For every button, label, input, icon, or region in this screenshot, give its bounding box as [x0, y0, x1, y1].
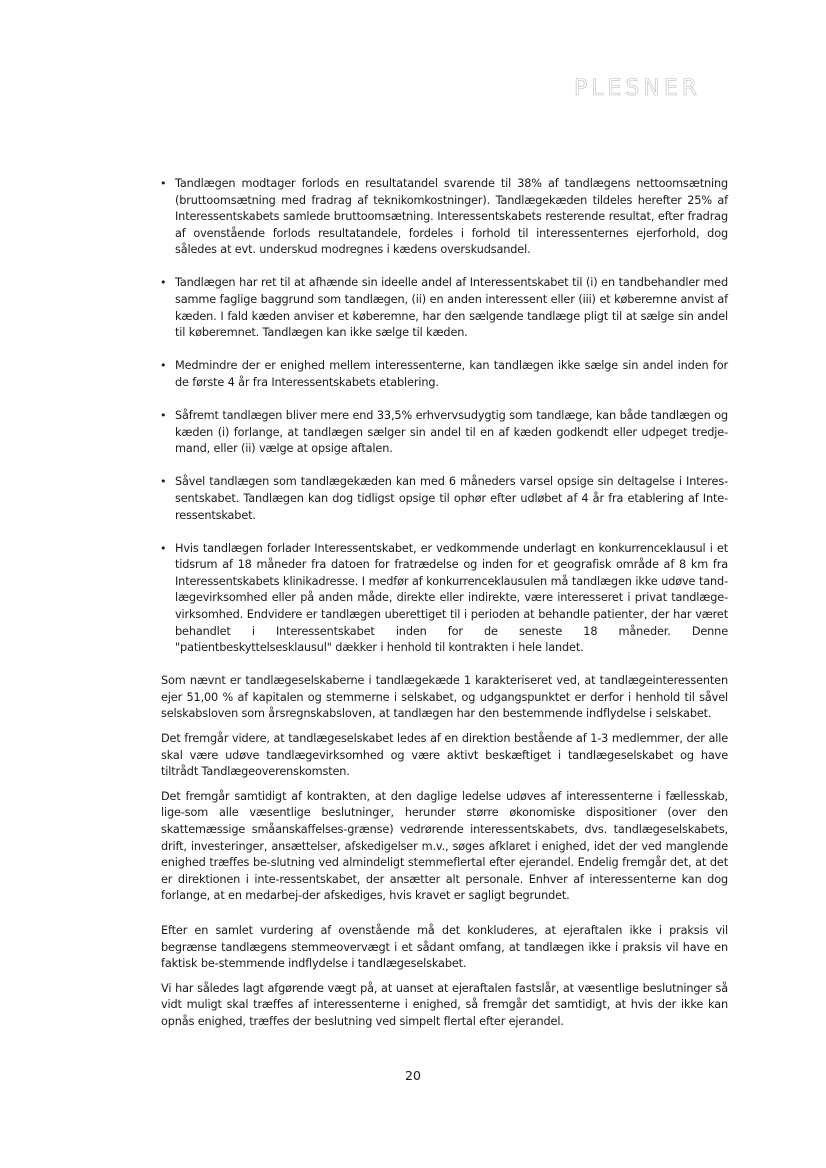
- list-item: [160, 358, 728, 391]
- list-item-text: Hvis tandlægen forlader Interessentskabet, er vedkommende underlagt en konkurrenceklausul i et tidsrum af 18 måneder fra datoen for fratrædelse og inden for et geografisk område af 8 km fra Interessentskabets klinikadresse. I medfør af konkurrenceklausulen må tandlægen ikke udøve tand-lægevirksomhed eller på anden måde, direkte eller indirekte, være interesseret i privat tandlæge-virksomhed. Endvidere er tandlægen uberettiget til i perioden at behandle patienter, der har været behandlet i Interessentskabet inden for de seneste 18 måneder. Denne "patientbeskyttelsesklausul" dækker i henhold til kontrakten i hele landet.: [175, 541, 728, 655]
- list-item-text: Såfremt tandlægen bliver mere end 33,5% erhvervsudygtig som tandlæge, kan både tandlægen og kæden (i) forlange, at tandlægen sælger sin andel til en af kæden godkendt eller udpeget tredje-mand, eller (ii) vælge at opsige aftalen.: [175, 409, 728, 456]
- list-item: [160, 275, 728, 341]
- bullet-icon: •: [160, 475, 167, 489]
- paragraph: Som nævnt er tandlægeselskaberne i tandlægekæde 1 karakteriseret ved, at tandlægeinteressenten ejer 51,00 % af kapitalen og stemmerne i selskabet, og udgangspunktet er derfor i henhold til såvel selskabsloven som årsregnskabsloven, at tandlægen har den bestemmende indflydelse i selskabet.: [161, 674, 728, 721]
- bullet-icon: •: [160, 177, 167, 190]
- list-item-text: Medmindre der er enighed mellem interessenterne, kan tandlægen ikke sælge sin andel inden for de første 4 år fra Interessentskabets etablering.: [175, 359, 728, 389]
- list-item: [160, 541, 728, 657]
- bullet-icon: •: [160, 359, 167, 373]
- list-item-text: Tandlægen modtager forlods en resultatandel svarende til 38% af tandlægens nettoomsætning (bruttoomsætning med fradrag af teknikomkostninger). Tandlægekæden tildeles herefter 25% af Interessentskabets samlede bruttoomsætning. Interessentskabets resterende resultat, efter fradrag af ovenstående forlods resultatandele, fordeles i forhold til interessenternes ejerforhold, dog således at evt. underskud modregnes i kædens overskudsandel.: [175, 177, 728, 257]
- bullet-list: [160, 176, 728, 657]
- paragraph: Efter en samlet vurdering af ovenstående må det konkluderes, at ejeraftalen ikke i praksis vil begrænse tandlægens stemmeovervægt i et sådant omfang, at tandlægen ikke i praksis vil have en faktisk be-stemmende indflydelse i tandlægeselskabet.: [161, 923, 728, 971]
- bullet-icon: •: [160, 409, 167, 423]
- list-item: [160, 408, 728, 458]
- plesner-logo: PLESNER: [574, 76, 702, 101]
- list-item: [160, 474, 728, 524]
- list-item-text: Tandlægen har ret til at afhænde sin ideelle andel af Interessentskabet til (i) en tandbehandler med samme faglige baggrund som tandlægen, (ii) en anden interessent eller (iii) et køberemne anvist af kæden. I fald kæden anviser et køberemne, har den sælgende tandlæge pligt til at sælge sin andel til køberemnet. Tandlægen kan ikke sælge til kæden.: [175, 276, 728, 340]
- page-number: 20: [405, 1068, 421, 1083]
- list-item-text: Såvel tandlægen som tandlægekæden kan med 6 måneders varsel opsige sin deltagelse i Interes-sentskabet. Tandlægen kan dog tidligst opsige til ophør efter udløbet af 4 år fra etablering af Inte-ressentskabet.: [175, 475, 728, 522]
- paragraph: Det fremgår samtidigt af kontrakten, at den daglige ledelse udøves af interessenterne i fællesskab, lige-som alle væsentlige beslutninger, herunder større økonomiske dispositioner (over den skattemæssige småanskaffelses-grænse) vedrørende interessentskabets, dvs. tandlægeselskabets, drift, investeringer, ansættelser, afskedigelser m.v., søges afklaret i enighed, idet der ved manglende enighed træffes be-slutning ved almindeligt stemmeflertal efter ejerandel. Endelig fremgår det, at det er direktionen i inte-ressentskabet, der ansætter alt personale. Enhver af interessenterne kan dog forlange, at en medarbej-der afskediges, hvis kravet er sagligt begrundet.: [161, 789, 728, 903]
- bullet-icon: •: [160, 276, 167, 290]
- paragraph: Det fremgår videre, at tandlægeselskabet ledes af en direktion bestående af 1-3 medlemmer, der alle skal være udøve tandlægevirksomhed og være aktivt beskæftiget i tandlægeselskabet og have tiltrådt Tandlægeoverenskomsten.: [161, 732, 728, 779]
- paragraph: Vi har således lagt afgørende vægt på, at uanset at ejeraftalen fastslår, at væsentlige beslutninger så vidt muligt skal træffes af interessenterne i enighed, så fremgår det samtidigt, at hvis der ikke kan opnås enighed, træffes der beslutning ved simpelt flertal efter ejerandel.: [161, 981, 728, 1028]
- document-body: [160, 176, 728, 1039]
- bullet-icon: •: [160, 541, 167, 555]
- list-item: [160, 176, 728, 259]
